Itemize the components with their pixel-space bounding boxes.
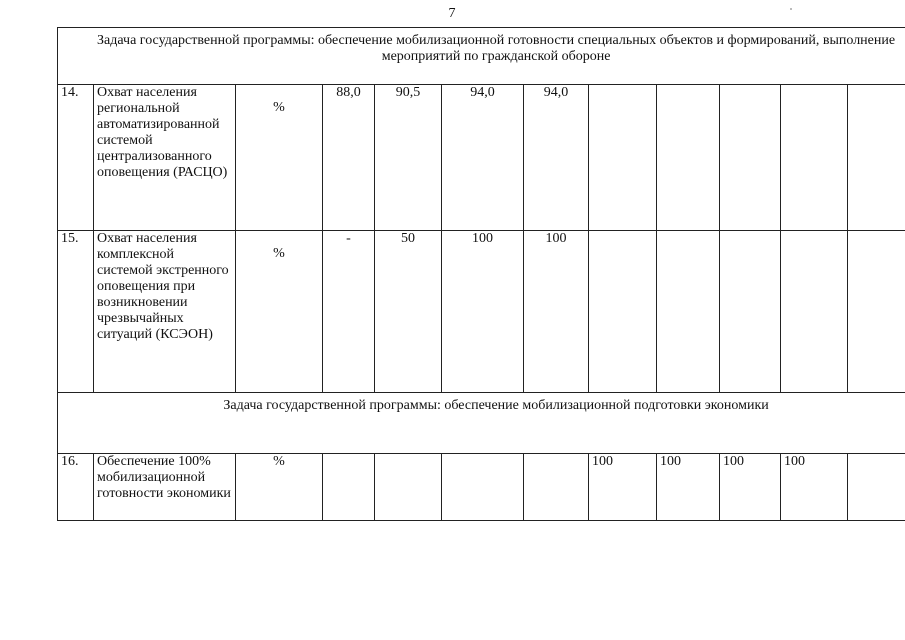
task-row-2 <box>58 393 905 454</box>
indicator-name: Охват населения региональной автоматизированной системой централизованного оповещения (РАСЦО) <box>94 85 236 231</box>
value-cell <box>375 454 442 521</box>
indicator-name: Охват населения комплексной системой экстренного оповещения при возникновении чрезвычайных ситуаций (КСЭОН) <box>94 231 236 393</box>
task-2-heading: Задача государственной программы: обеспечение мобилизационной подготовки экономики <box>58 393 905 454</box>
scan-speck <box>790 8 792 10</box>
value-cell: 94,0 <box>524 85 589 231</box>
value-cell <box>323 454 375 521</box>
value-cell <box>720 85 781 231</box>
value-cell <box>848 454 905 521</box>
row-number: 16. <box>58 454 94 521</box>
task-row-1 <box>58 28 905 85</box>
task-1-heading: Задача государственной программы: обеспечение мобилизационной готовности специальных объектов и формирований, выполнение мероприятий по гражданской обороне <box>58 28 905 85</box>
value-cell <box>657 231 720 393</box>
value-cell: 100 <box>720 454 781 521</box>
value-cell <box>442 454 524 521</box>
value-cell <box>657 85 720 231</box>
value-cell <box>720 231 781 393</box>
value-cell <box>781 231 848 393</box>
value-cell <box>781 85 848 231</box>
value-cell: 88,0 <box>323 85 375 231</box>
value-cell: - <box>323 231 375 393</box>
row-number: 14. <box>58 85 94 231</box>
value-cell: 100 <box>524 231 589 393</box>
value-cell: 50 <box>375 231 442 393</box>
table-row <box>58 454 905 521</box>
indicators-table <box>57 27 905 521</box>
row-number: 15. <box>58 231 94 393</box>
value-cell: 100 <box>781 454 848 521</box>
table-row <box>58 85 905 231</box>
table-row <box>58 231 905 393</box>
value-cell <box>589 85 657 231</box>
value-cell: 100 <box>657 454 720 521</box>
value-cell <box>589 231 657 393</box>
unit-cell: % <box>236 454 323 521</box>
unit-cell: % <box>236 231 323 393</box>
value-cell: 100 <box>442 231 524 393</box>
value-cell <box>848 85 905 231</box>
indicator-name: Обеспечение 100% мобилизационной готовности экономики <box>94 454 236 521</box>
unit-cell: % <box>236 85 323 231</box>
value-cell: 90,5 <box>375 85 442 231</box>
page-number: 7 <box>448 6 456 21</box>
value-cell <box>848 231 905 393</box>
value-cell <box>524 454 589 521</box>
value-cell: 94,0 <box>442 85 524 231</box>
value-cell: 100 <box>589 454 657 521</box>
